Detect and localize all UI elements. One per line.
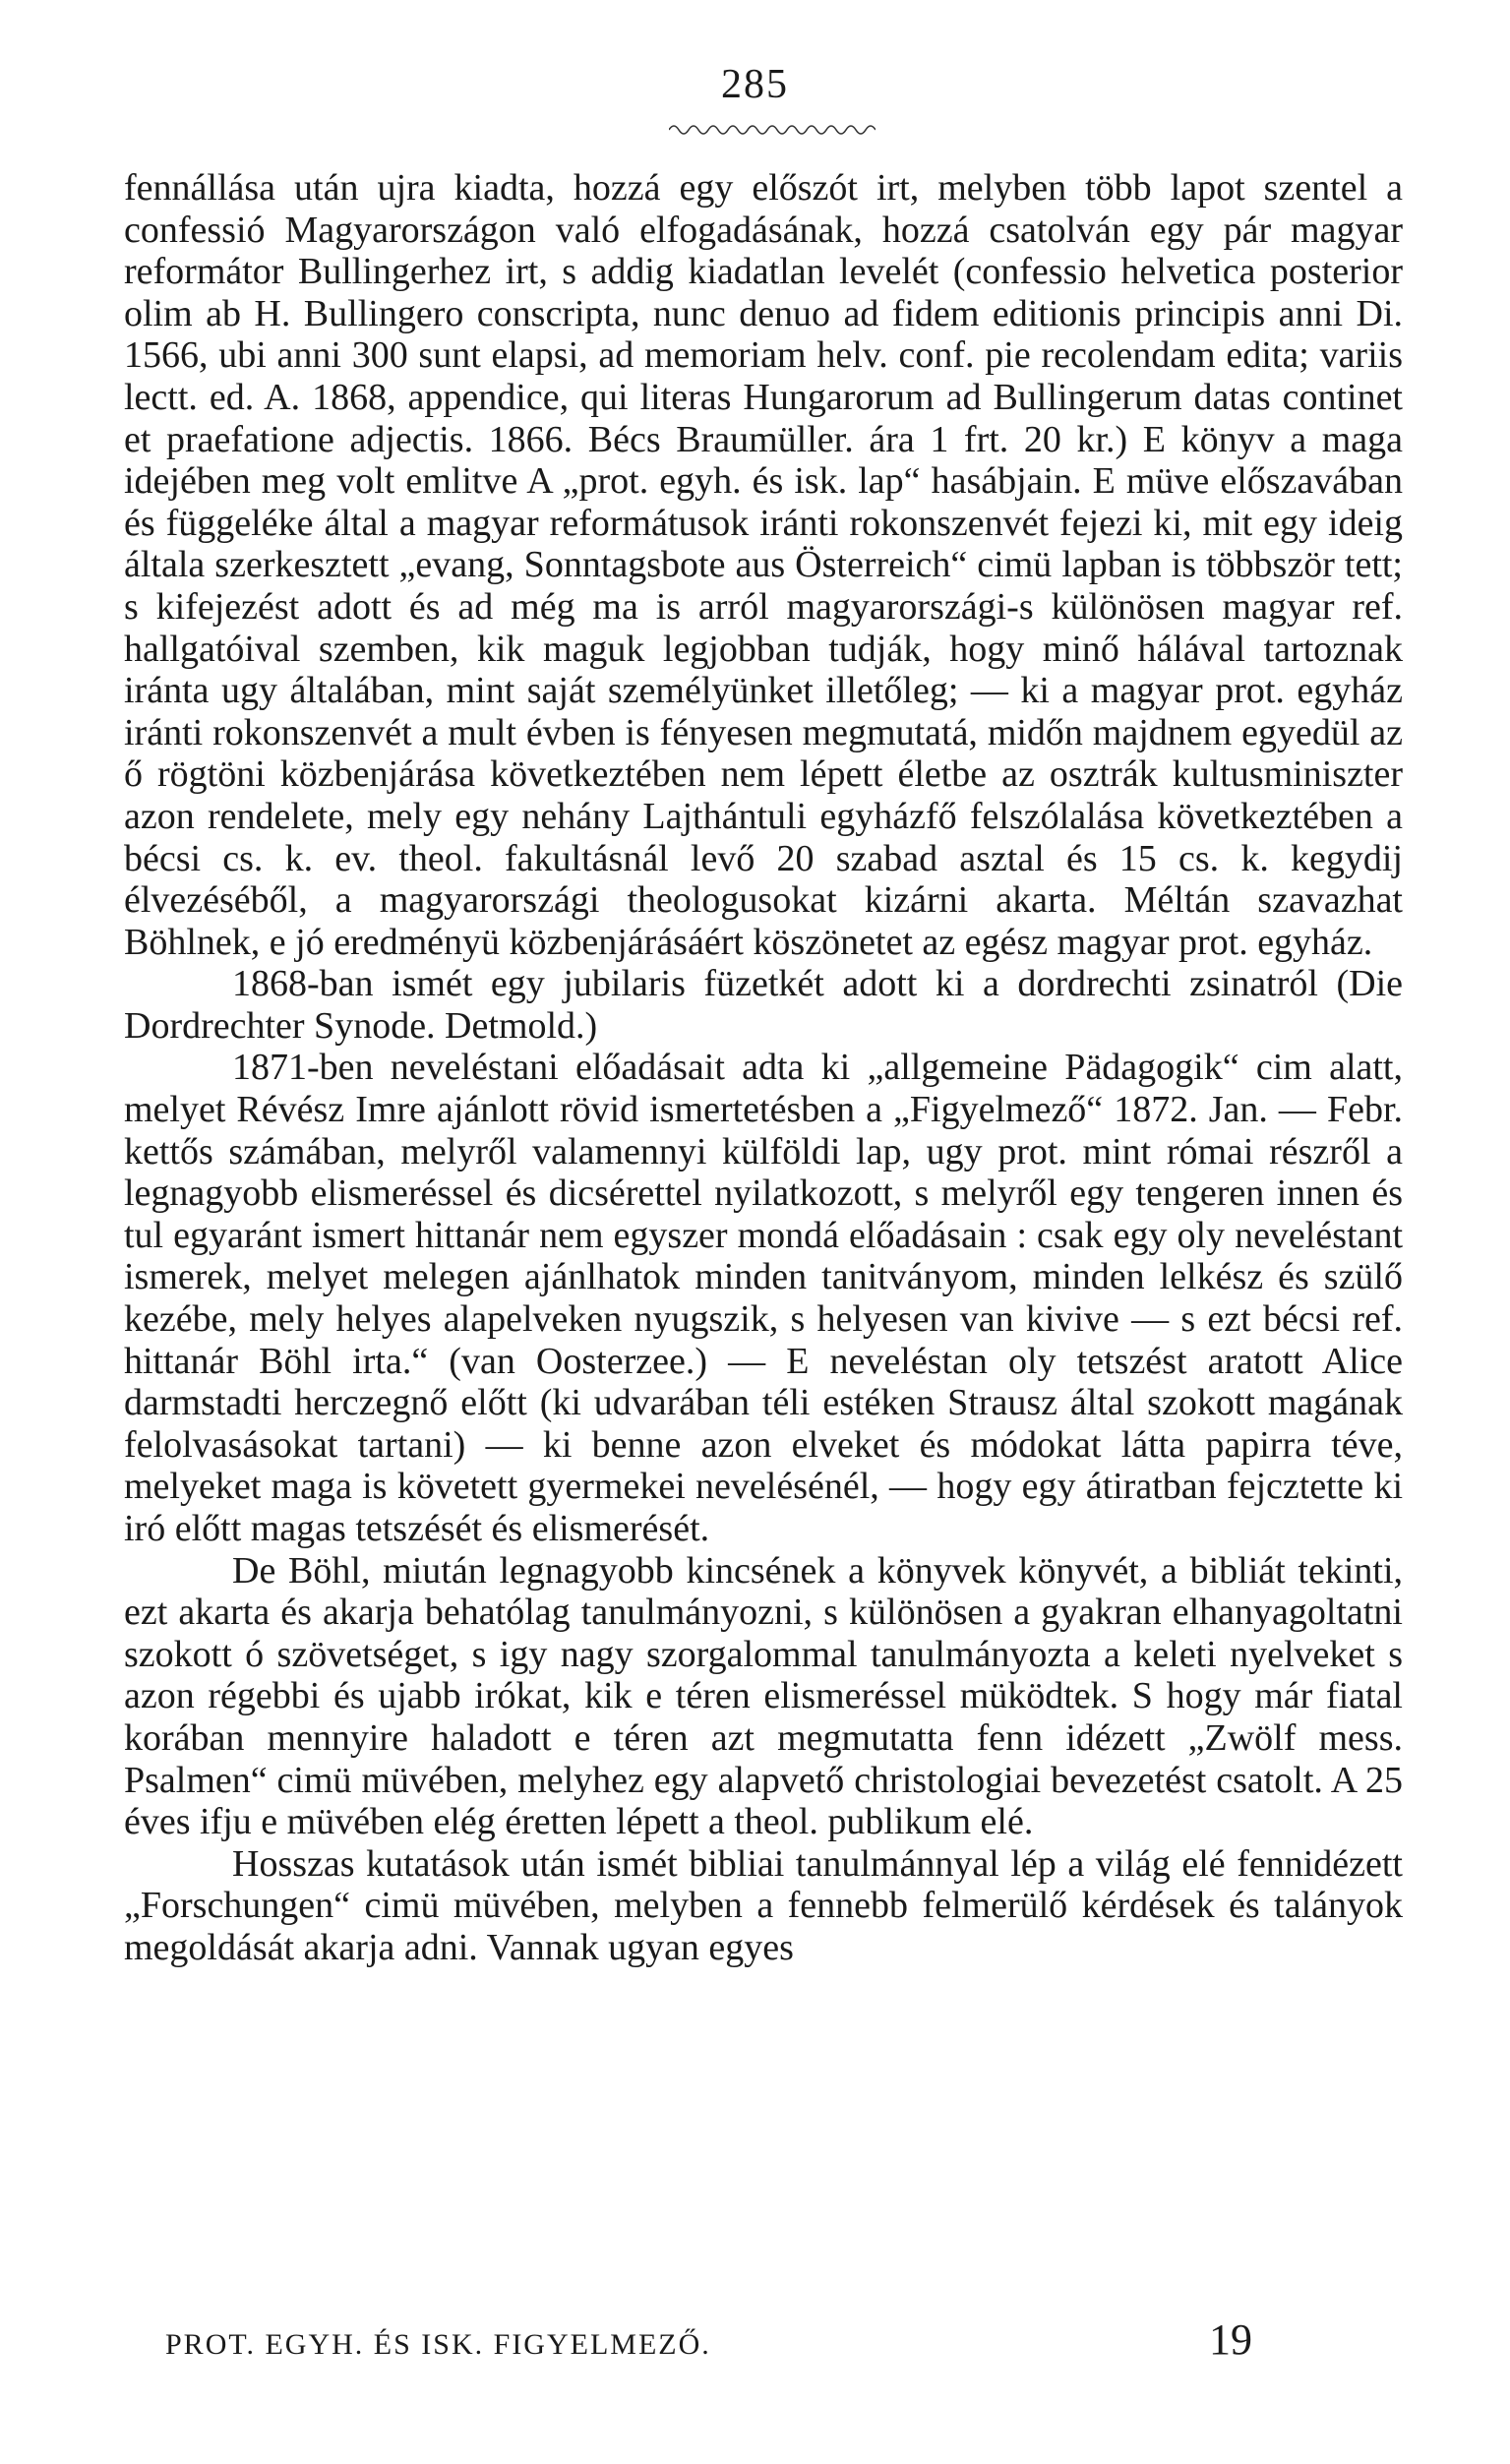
paragraph-forschungen: Hosszas kutatások után ismét bibliai tanulmánnyal lép a világ elé fennidézett „Forschungen“ cimü müvében, melyben a fennebb felmerülő kérdések és talányok megoldását akarja adni. Vannak ugyan egyes [124,1842,1403,1968]
page-footer [165,2314,1252,2364]
journal-title: PROT. EGYH. ÉS ISK. FIGYELMEZŐ. [165,2328,711,2361]
paragraph-dordrecht: 1868-ban ismét egy jubilaris füzetkét adott ki a dordrechti zsinatról (Die Dordrechter Synode. Detmold.) [124,963,1403,1047]
signature-mark: 19 [1209,2315,1252,2364]
paragraph-continuation: fennállása után ujra kiadta, hozzá egy előszót irt, melyben több lapot szentel a confessió Magyarországon való elfogadásának, hozzá csatolván egy pár magyar reformátor Bullingerhez irt, s addig kiadatlan levelét (confessio helvetica posterior olim ab H. Bullingero conscripta, nunc denuo ad fidem editionis principis anni Di. 1566, ubi anni 300 sunt elapsi, ad memoriam helv. conf. pie recolendam edita; variis lectt. ed. A. 1868, appendice, qui literas Hungarorum ad Bullingerum datas continet et praefatione adjectis. 1866. Bécs Braumüller. ára 1 frt. 20 kr.) E könyv a maga idejében meg volt emlitve A „prot. egyh. és isk. lap“ hasábjain. E müve előszavában és függeléke által a magyar reformátusok iránti rokonszenvét fejezi ki, mit egy ideig általa szerkesztett „evang, Sonntagsbote aus Österreich“ cimü lapban is többször tett; s kifejezést adott és ad még ma is arról magyarországi-s különösen magyar ref. hallgatóival szemben, kik maguk legjobban tudják, hogy minő hálával tartoznak iránta ugy általában, mint saját személyünket illetőleg; — ki a magyar prot. egyház iránti rokonszenvét a mult évben is fényesen megmutatá, midőn majdnem egyedül az ő rögtöni közbenjárása következtében nem lépett életbe az osztrák kultusminiszter azon rendelete, mely egy nehány Lajthántuli egyházfő felszólalása következtében a bécsi cs. k. ev. theol. fakultásnál levő 20 szabad asztal és 15 cs. k. kegydij élvezéséből, a magyarországi theologusokat kizárni akarta. Méltán szavazhat Böhlnek, e jó eredményü közbenjárásáért köszönetet az egész magyar prot. egyház. [124,167,1403,963]
article-body [124,167,1403,1969]
page-number: 285 [721,62,789,107]
paragraph-paedagogik: 1871-ben neveléstani előadásait adta ki „allgemeine Pädagogik“ cim alatt, melyet Révész Imre ajánlott rövid ismertetésben a „Figyelmező“ 1872. Jan. — Febr. kettős számában, melyről valamennyi külföldi lap, ugy prot. mint római részről a legnagyobb elismeréssel és dicsérettel nyilatkozott, s melyről egy tengeren innen és tul egyaránt ismert hittanár nem egyszer mondá előadásain : csak egy oly neveléstant ismerek, melyet melegen ajánlhatok minden tanitványom, minden lelkész és szülő kezébe, mely helyes alapelveken nyugszik, s helyesen van kivive — s ezt bécsi ref. hittanár Böhl irta.“ (van Oosterzee.) — E neveléstan oly tetszést aratott Alice darmstadti herczegnő előtt (ki udvarában téli estéken Strausz által szokott magának felolvasásokat tartani) — ki benne azon elveket és módokat látta papirra téve, melyeket maga is követett gyermekei nevelésénél, — hogy egy átiratban fejcztette ki iró előtt magas tetszését és elismerését. [124,1047,1403,1549]
wavy-rule-ornament [669,120,876,140]
paragraph-bible-study: De Böhl, miután legnagyobb kincsének a könyvek könyvét, a bibliát tekinti, ezt akarta és akarja behatólag tanulmányozni, s különösen a gyakran elhanyagoltatni szokott ó szövetséget, s igy nagy szorgalommal tanulmányozta a keleti nyelveket s azon régebbi és ujabb irókat, kik e téren elismeréssel müködtek. S hogy már fiatal korában mennyire haladott e téren azt megmutatta fenn idézett „Zwölf mess. Psalmen“ cimü müvében, melyhez egy alapvető christologiai bevezetést csatolt. A 25 éves ifju e müvében elég éretten lépett a theol. publikum elé. [124,1549,1403,1843]
